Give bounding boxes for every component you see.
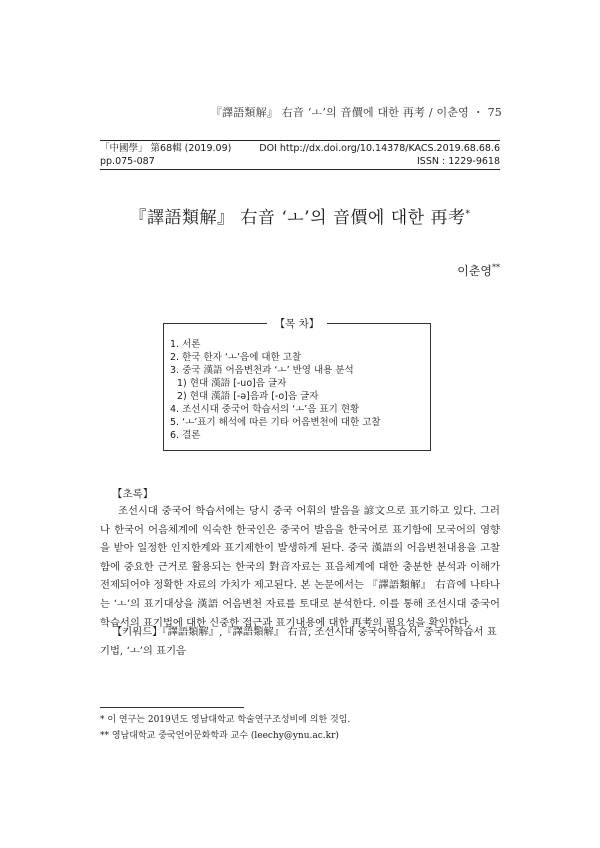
footnote-divider [100, 707, 244, 708]
paper-title-text: 『譯語類解』 右音 ‘ㅗ’의 音價에 대한 再考 [129, 208, 466, 228]
title-footnote-mark: * [465, 209, 471, 220]
table-of-contents [163, 318, 431, 451]
toc-subitem: 2) 현대 漢語 [-ə]음과 [-o]음 글자 [177, 391, 319, 402]
journal-info: 「中國學」 第68輯 (2019.09) [100, 143, 232, 154]
toc-item: 1. 서론 [170, 339, 201, 350]
author [457, 262, 500, 279]
author-name: 이춘영 [457, 264, 492, 278]
doi-link[interactable]: DOI http://dx.doi.org/10.14378/KACS.2019.68.68.6 [259, 143, 500, 154]
keywords: 【키워드】『譯語類解』,『譯語類解』 右音, 조선시대 중국어학습서, 중국어학습서 표기법, ‘ㅗ’의 표기음 [100, 626, 497, 657]
toc-heading: 【목 차】 [267, 318, 328, 330]
paper-title [0, 203, 600, 228]
issn: ISSN : 1229-9618 [417, 156, 500, 167]
toc-list [170, 338, 381, 442]
author-footnote-mark: ** [492, 263, 500, 272]
running-head: 『譯語類解』 右音 ‘ㅗ’의 音價에 대한 再考 / 이춘영 ・ 75 [210, 106, 502, 119]
toc-subitem: 1) 현대 漢語 [-uo]음 글자 [177, 378, 287, 389]
toc-item: 3. 중국 漢語 어음변천과 ‘ㅗ’ 반영 내용 분석 [170, 365, 354, 376]
footnote-author: ** 영남대학교 중국언어문화학과 교수 (leechy@ynu.ac.kr) [100, 731, 339, 741]
footnote-funding: * 이 연구는 2019년도 영남대학교 학술연구조성비에 의한 것임. [100, 715, 351, 725]
toc-item: 6. 결론 [170, 430, 201, 441]
abstract-label: 【초록】 [112, 488, 154, 500]
footnotes [100, 712, 520, 744]
toc-heading-wrap [164, 316, 430, 331]
toc-item: 5. ‘ㅗ’표기 해석에 따른 기타 어음변천에 대한 고찰 [170, 417, 381, 428]
page-range: pp.075-087 [100, 156, 155, 167]
publication-meta [100, 140, 500, 170]
toc-item: 2. 한국 한자 ‘ㅗ’음에 대한 고찰 [170, 352, 302, 363]
toc-item: 4. 조선시대 중국어 학습서의 ‘ㅗ’음 표기 현황 [170, 404, 360, 415]
abstract-body: 조선시대 중국어 학습서에는 당시 중국 어휘의 발음을 諺文으로 표기하고 있다. 그러나 한국어 어음체계에 익숙한 한국인은 중국어 발음을 한국어로 표기함에 모국어의 영향을 받아 일정한 인지한계와 표기제한이 발생하게 된다. 중국 漢語의 어음변천내용을 고찰함에 중요한 근거로 활용되는 한국의 對音자료는 표음체계에 대한 충분한 분석과 이해가 전제되어야 정확한 자료의 가치가 제고된다. 본 논문에서는 『譯語類解』 右音에 나타나는 ‘ㅗ’의 표기대상을 漢語 어음변천 자료를 토대로 분석한다. 이를 통해 조선시대 중국어 학습서의 표기법에 대한 신중한 접근과 표기내용에 대한 再考의 필요성을 확인한다. [100, 505, 500, 629]
